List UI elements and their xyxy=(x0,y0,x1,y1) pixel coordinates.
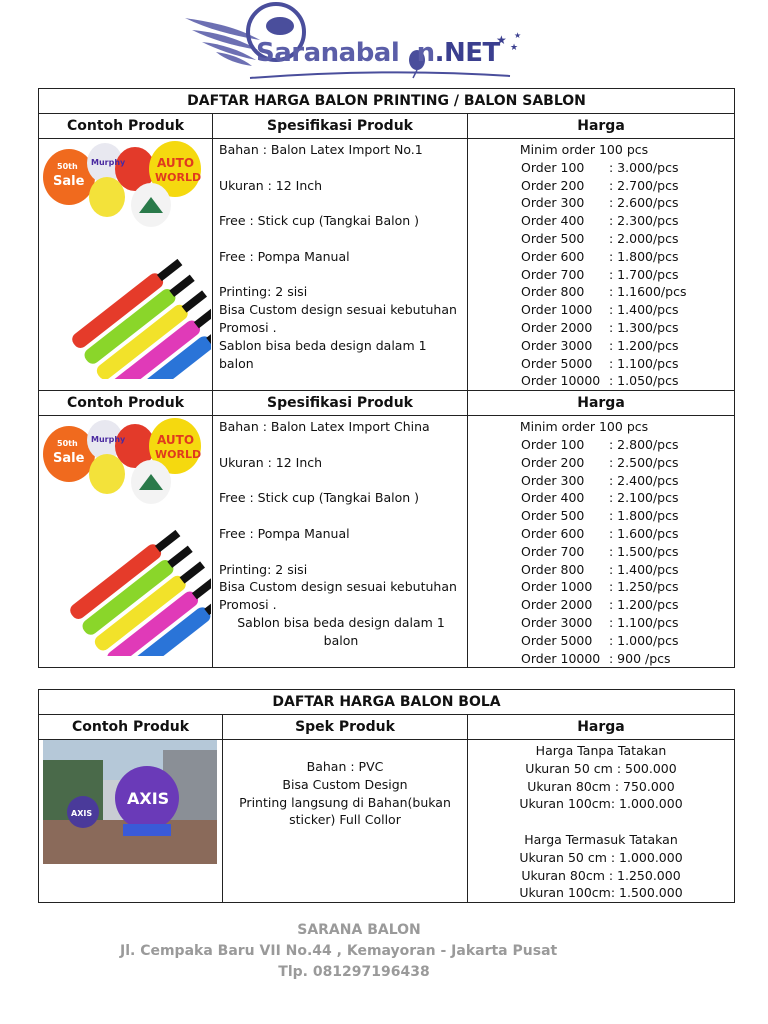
spec-line: Sablon bisa beda design dalam 1 xyxy=(219,337,427,353)
spec-line: Printing langsung di Bahan(bukan xyxy=(239,794,451,810)
spec-line: balon xyxy=(219,355,254,371)
price-row xyxy=(468,194,734,212)
unit-price: : 2.600/pcs xyxy=(609,195,679,211)
spacer xyxy=(219,543,463,561)
price-row xyxy=(468,454,734,472)
spec-line: Promosi . xyxy=(219,597,277,613)
column-header-spec: Spesifikasi Produk xyxy=(213,114,468,139)
spec-cell xyxy=(223,740,468,903)
price-table-ball xyxy=(38,689,735,903)
svg-text:★: ★ xyxy=(514,31,522,40)
ball-balloon-photo xyxy=(43,740,225,870)
price-row xyxy=(468,525,734,543)
svg-text:WORLD: WORLD xyxy=(155,448,202,462)
unit-price: : 1.500/pcs xyxy=(609,543,679,559)
spec-line: Printing: 2 sisi xyxy=(219,561,308,577)
spec-line: Ukuran : 12 Inch xyxy=(219,177,323,193)
unit-price: : 1.100/pcs xyxy=(609,355,679,371)
price-row xyxy=(468,283,734,301)
product-image-cell xyxy=(39,416,213,668)
spec-line: Promosi . xyxy=(219,319,277,335)
price-line: Ukuran 80cm : 1.250.000 xyxy=(521,867,681,883)
price-row xyxy=(468,212,734,230)
spec-line: Free : Pompa Manual xyxy=(219,525,350,541)
unit-price: : 1.100/pcs xyxy=(609,614,679,630)
spacer xyxy=(219,230,463,248)
price-row xyxy=(468,355,734,373)
balloon-product-photo xyxy=(39,416,211,656)
column-header-price: Harga xyxy=(468,391,735,416)
unit-price: : 2.300/pcs xyxy=(609,213,679,229)
order-qty: Order 600 xyxy=(521,525,585,541)
balloon-product-photo xyxy=(39,139,211,379)
unit-price: : 1.000/pcs xyxy=(609,632,679,648)
price-row xyxy=(468,372,734,390)
order-qty: Order 500 xyxy=(521,508,585,524)
order-qty: Order 400 xyxy=(521,490,585,506)
order-qty: Order 3000 xyxy=(521,337,593,353)
price-row xyxy=(468,614,734,632)
unit-price: : 900 /pcs xyxy=(609,650,671,666)
spacer xyxy=(219,507,463,525)
unit-price: : 1.200/pcs xyxy=(609,337,679,353)
order-qty: Order 800 xyxy=(521,284,585,300)
spec-line: Free : Pompa Manual xyxy=(219,248,350,264)
price-row xyxy=(468,230,734,248)
column-header-product: Contoh Produk xyxy=(39,715,223,740)
column-header-spec: Spek Produk xyxy=(223,715,468,740)
company-name: SARANA BALON xyxy=(297,922,421,938)
price-row xyxy=(468,596,734,614)
svg-text:AUTO: AUTO xyxy=(157,433,195,448)
order-qty: Order 200 xyxy=(521,177,585,193)
price-line: Ukuran 100cm: 1.000.000 xyxy=(519,796,683,812)
spec-line: Free : Stick cup (Tangkai Balon ) xyxy=(219,490,419,506)
spec-line: Bisa Custom Design xyxy=(282,776,408,792)
svg-text:Sale: Sale xyxy=(53,451,85,467)
svg-text:50th: 50th xyxy=(57,439,78,449)
order-qty: Order 100 xyxy=(521,159,585,175)
spec-line: balon xyxy=(323,632,359,648)
price-row xyxy=(468,472,734,490)
min-order: Minim order 100 pcs xyxy=(519,142,649,157)
column-header-price: Harga xyxy=(468,114,735,139)
spacer xyxy=(219,436,463,454)
unit-price: : 1.800/pcs xyxy=(609,508,679,524)
order-qty: Order 200 xyxy=(521,454,585,470)
order-qty: Order 600 xyxy=(521,248,585,264)
unit-price: : 1.250/pcs xyxy=(609,579,679,595)
price-row xyxy=(468,301,734,319)
order-qty: Order 2000 xyxy=(521,597,593,613)
svg-text:AXIS: AXIS xyxy=(71,809,93,818)
order-qty: Order 700 xyxy=(521,543,585,559)
min-order: Minim order 100 pcs xyxy=(519,419,649,435)
column-header-product: Contoh Produk xyxy=(39,391,213,416)
price-row xyxy=(468,650,734,668)
company-footer xyxy=(0,920,768,983)
price-row xyxy=(468,266,734,284)
order-qty: Order 5000 xyxy=(521,355,593,371)
spec-cell xyxy=(213,139,468,391)
order-qty: Order 300 xyxy=(521,472,585,488)
svg-text:AUTO: AUTO xyxy=(157,156,195,170)
svg-text:★: ★ xyxy=(510,43,519,53)
spacer xyxy=(219,472,463,490)
price-row xyxy=(468,578,734,596)
price-row xyxy=(468,561,734,579)
unit-price: : 1.600/pcs xyxy=(609,525,679,541)
price-row xyxy=(468,489,734,507)
spec-line: Free : Stick cup (Tangkai Balon ) xyxy=(219,213,419,229)
column-header-price: Harga xyxy=(468,715,735,740)
order-qty: Order 10000 xyxy=(521,373,601,389)
price-line: Harga Termasuk Tatakan xyxy=(524,831,678,847)
product-image-cell xyxy=(39,740,223,903)
order-qty: Order 800 xyxy=(521,561,585,577)
svg-text:Sale: Sale xyxy=(53,174,85,189)
order-qty: Order 100 xyxy=(521,436,585,452)
order-qty: Order 400 xyxy=(521,213,585,229)
svg-text:★: ★ xyxy=(496,33,507,47)
unit-price: : 2.800/pcs xyxy=(609,436,679,452)
product-image-cell xyxy=(39,139,213,391)
svg-text:AXIS: AXIS xyxy=(127,789,170,808)
spec-line: sticker) Full Collor xyxy=(289,812,401,828)
price-table-printing xyxy=(38,88,735,668)
spec-line: Bahan : Balon Latex Import China xyxy=(219,419,430,435)
spacer xyxy=(219,194,463,212)
price-row xyxy=(468,507,734,525)
unit-price: : 2.700/pcs xyxy=(609,177,679,193)
price-row xyxy=(468,543,734,561)
spec-line: Bahan : PVC xyxy=(306,759,384,774)
price-row xyxy=(468,319,734,337)
price-row xyxy=(468,337,734,355)
price-line: Ukuran 50 cm : 500.000 xyxy=(525,760,677,776)
order-qty: Order 10000 xyxy=(521,650,601,666)
spacer xyxy=(468,813,734,831)
unit-price: : 1.300/pcs xyxy=(609,319,679,335)
price-cell xyxy=(468,139,735,391)
spec-line: Bahan : Balon Latex Import No.1 xyxy=(219,142,423,157)
svg-text:Murphy: Murphy xyxy=(91,158,126,167)
unit-price: : 2.400/pcs xyxy=(609,472,679,488)
price-line: Ukuran 80cm : 750.000 xyxy=(527,778,675,794)
spacer xyxy=(219,266,463,284)
spacer xyxy=(219,159,463,177)
order-qty: Order 700 xyxy=(521,266,585,282)
spec-cell xyxy=(213,416,468,668)
unit-price: : 2.500/pcs xyxy=(609,454,679,470)
price-row xyxy=(468,436,734,454)
price-row xyxy=(468,177,734,195)
unit-price: : 2.000/pcs xyxy=(609,230,679,246)
price-line: Ukuran 50 cm : 1.000.000 xyxy=(519,849,683,865)
order-qty: Order 2000 xyxy=(521,319,593,335)
spec-line: Bisa Custom design sesuai kebutuhan xyxy=(219,579,457,595)
price-cell xyxy=(468,416,735,668)
column-header-product: Contoh Produk xyxy=(39,114,213,139)
unit-price: : 1.700/pcs xyxy=(609,266,679,282)
spec-line: Printing: 2 sisi xyxy=(219,284,308,300)
unit-price: : 1.050/pcs xyxy=(609,373,679,389)
unit-price: : 1.200/pcs xyxy=(609,597,679,613)
unit-price: : 3.000/pcs xyxy=(609,159,679,175)
svg-text:WORLD: WORLD xyxy=(155,171,202,184)
table-title: DAFTAR HARGA BALON PRINTING / BALON SABLON xyxy=(39,89,735,114)
spec-line: Sablon bisa beda design dalam 1 xyxy=(237,614,445,630)
order-qty: Order 500 xyxy=(521,230,585,246)
unit-price: : 1.400/pcs xyxy=(609,302,679,318)
unit-price: : 2.100/pcs xyxy=(609,490,679,506)
table-title: DAFTAR HARGA BALON BOLA xyxy=(39,690,735,715)
order-qty: Order 1000 xyxy=(521,579,593,595)
brand-logo xyxy=(180,0,530,80)
svg-text:50th: 50th xyxy=(57,162,78,171)
order-qty: Order 1000 xyxy=(521,302,593,318)
price-cell xyxy=(468,740,735,903)
column-header-spec: Spesifikasi Produk xyxy=(213,391,468,416)
price-line: Ukuran 100cm: 1.500.000 xyxy=(519,885,683,901)
order-qty: Order 300 xyxy=(521,195,585,211)
spec-line: Ukuran : 12 Inch xyxy=(219,454,323,470)
svg-text:Murphy: Murphy xyxy=(91,435,126,445)
unit-price: : 1.1600/pcs xyxy=(609,284,687,300)
company-address: Jl. Cempaka Baru VII No.44 , Kemayoran - Jakarta Pusat xyxy=(120,943,558,959)
order-qty: Order 3000 xyxy=(521,614,593,630)
company-phone: Tlp. 081297196438 xyxy=(278,964,430,980)
price-row xyxy=(468,632,734,650)
price-row xyxy=(468,159,734,177)
logo-wordmark: Saranabal n.NET xyxy=(256,38,500,68)
price-row xyxy=(468,248,734,266)
unit-price: : 1.400/pcs xyxy=(609,561,679,577)
order-qty: Order 5000 xyxy=(521,632,593,648)
price-line: Harga Tanpa Tatakan xyxy=(535,743,667,758)
spec-line: Bisa Custom design sesuai kebutuhan xyxy=(219,302,457,318)
unit-price: : 1.800/pcs xyxy=(609,248,679,264)
